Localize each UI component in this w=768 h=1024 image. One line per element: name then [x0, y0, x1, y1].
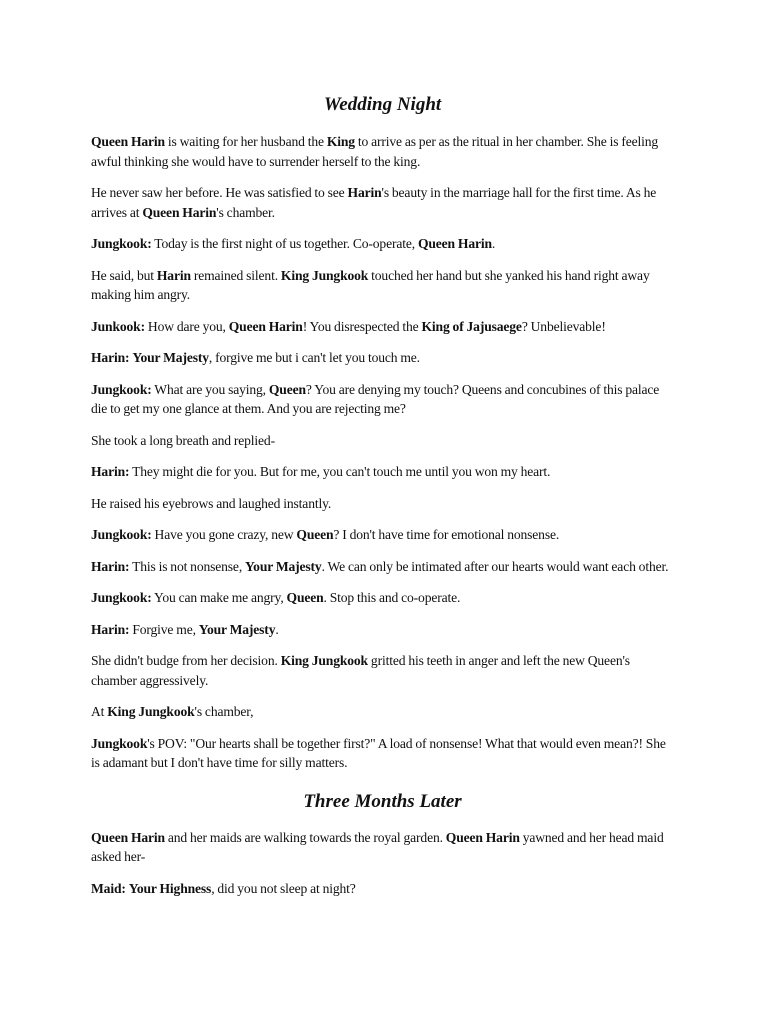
- text-run: He never saw her before. He was satisfied to see: [91, 185, 348, 200]
- text-run: ! You disrespected the: [302, 318, 422, 334]
- bold-text-run: Your Highness: [128, 880, 212, 896]
- text-run: At: [91, 704, 108, 719]
- bold-text-run: Queen Harin: [91, 829, 165, 845]
- text-run: , forgive me but i can't let you touch me.: [208, 350, 420, 365]
- paragraph: [91, 702, 674, 722]
- paragraph: [91, 431, 674, 451]
- text-run: What are you saying,: [151, 381, 269, 397]
- bold-text-run: Your Majesty: [198, 621, 276, 637]
- paragraph: [91, 525, 674, 545]
- text-run: , did you not sleep at night?: [211, 880, 356, 896]
- paragraph: [91, 588, 674, 608]
- paragraph: [91, 132, 674, 171]
- bold-text-run: Queen: [286, 590, 324, 605]
- text-run: to arrive as per as the ritual in her chamber. She is feeling awful thinking she would have to surrender herself to the king.: [91, 134, 659, 169]
- bold-text-run: Queen Harin: [142, 204, 217, 220]
- paragraph: [91, 380, 674, 419]
- bold-text-run: King Jungkook: [107, 704, 195, 719]
- bold-text-run: Queen Harin: [91, 134, 165, 149]
- paragraph: [91, 828, 674, 867]
- text-run: They might die for you. But for me, you can't touch me until you won my heart.: [129, 464, 551, 479]
- text-run: Today is the first night of us together. Co-operate,: [151, 236, 418, 251]
- bold-text-run: Jungkook:: [91, 381, 152, 397]
- paragraph: [91, 462, 674, 482]
- bold-text-run: Maid:: [91, 880, 126, 896]
- section-body-three-months-later: [91, 828, 674, 899]
- text-run: How dare you,: [144, 318, 229, 334]
- paragraph: [91, 317, 674, 337]
- text-run: and her maids are walking towards the royal garden.: [164, 829, 446, 845]
- text-run: ? Unbelievable!: [521, 318, 606, 334]
- text-run: 's chamber,: [194, 704, 254, 719]
- bold-text-run: Jungkook:: [91, 236, 152, 251]
- text-run: . We can only be intimated after our hearts would want each other.: [321, 558, 669, 574]
- bold-text-run: Queen Harin: [417, 236, 492, 251]
- text-run: ? You are denying my touch? Queens and concubines of this palace die to get my one glance at them. And you are rejecting me?: [91, 381, 660, 416]
- paragraph: [91, 879, 674, 899]
- text-run: He raised his eyebrows and laughed instantly.: [91, 495, 332, 511]
- bold-text-run: Queen Harin: [445, 829, 520, 845]
- paragraph: [91, 494, 674, 514]
- text-run: 's beauty in the marriage hall for the first time. As he arrives at: [91, 185, 657, 220]
- bold-text-run: Harin:: [91, 621, 130, 637]
- bold-text-run: Harin:: [91, 350, 130, 365]
- paragraph: [91, 734, 674, 773]
- paragraph: [91, 620, 674, 640]
- bold-text-run: King Jungkook: [280, 653, 368, 668]
- text-run: gritted his teeth in anger and left the new Queen's chamber aggressively.: [91, 653, 630, 688]
- text-run: remained silent.: [190, 267, 281, 283]
- bold-text-run: King of Jajusaege: [421, 318, 522, 334]
- bold-text-run: Harin:: [91, 558, 130, 574]
- bold-text-run: Harin:: [91, 464, 130, 479]
- bold-text-run: Junkook:: [91, 318, 145, 334]
- text-run: You can make me angry,: [151, 590, 287, 605]
- bold-text-run: Your Majesty: [132, 350, 209, 365]
- paragraph: [91, 557, 674, 577]
- bold-text-run: Your Majesty: [245, 558, 322, 574]
- text-run: . Stop this and co-operate.: [323, 590, 461, 605]
- bold-text-run: Queen: [296, 527, 334, 542]
- paragraph: [91, 651, 674, 690]
- bold-text-run: Queen Harin: [228, 318, 303, 334]
- text-run: She didn't budge from her decision.: [91, 653, 281, 668]
- section-body-wedding-night: [91, 132, 674, 773]
- text-run: He said, but: [91, 267, 157, 283]
- bold-text-run: Harin: [347, 185, 382, 200]
- section-title-three-months-later: Three Months Later: [303, 790, 462, 812]
- text-run: Forgive me,: [129, 621, 199, 637]
- paragraph: [91, 348, 674, 368]
- bold-text-run: Harin: [156, 267, 191, 283]
- text-run: 's chamber.: [216, 204, 275, 220]
- text-run: Have you gone crazy, new: [151, 527, 297, 542]
- text-run: is waiting for her husband the: [164, 134, 327, 149]
- bold-text-run: Jungkook:: [91, 590, 152, 605]
- text-run: .: [491, 236, 496, 251]
- text-run: yawned and her head maid asked her-: [91, 829, 664, 864]
- bold-text-run: Jungkook: [91, 735, 148, 751]
- text-run: ? I don't have time for emotional nonsense.: [333, 527, 560, 542]
- paragraph: [91, 183, 674, 222]
- section-title-wedding-night: Wedding Night: [323, 94, 442, 115]
- text-run: touched her hand but she yanked his hand right away making him angry.: [91, 267, 650, 302]
- bold-text-run: King: [326, 134, 355, 149]
- text-run: She took a long breath and replied-: [91, 432, 275, 448]
- text-run: .: [275, 621, 279, 637]
- paragraph: [91, 266, 674, 305]
- bold-text-run: Jungkook:: [91, 527, 152, 542]
- bold-text-run: King Jungkook: [280, 267, 369, 283]
- text-run: 's POV: "Our hearts shall be together first?" A load of nonsense! What that would even mean?! She is adamant but I don't have time for silly matters.: [91, 735, 666, 770]
- bold-text-run: Queen: [268, 381, 306, 397]
- text-run: This is not nonsense,: [129, 558, 246, 574]
- paragraph: [91, 234, 674, 254]
